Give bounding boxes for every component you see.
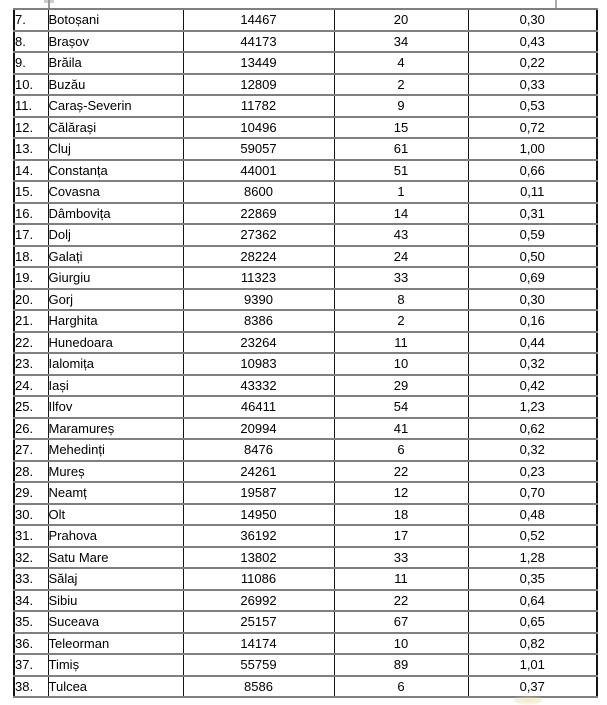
cell-county-name: Cluj (48, 138, 183, 160)
cell-value-3: 0,50 (468, 246, 597, 268)
table-row (14, 375, 597, 397)
cell-county-name: Teleorman (48, 633, 183, 655)
cell-county-name: Ilfov (48, 396, 183, 418)
cell-value-2: 6 (334, 676, 468, 698)
cell-row-number: 37. (14, 654, 48, 676)
cell-county-name: Harghita (48, 310, 183, 332)
table-row (14, 160, 597, 182)
cell-value-1: 27362 (183, 224, 334, 246)
cell-row-number: 29. (14, 482, 48, 504)
cell-value-2: 43 (334, 224, 468, 246)
table-row (14, 353, 597, 375)
cell-county-name: Hunedoara (48, 332, 183, 354)
table-row (14, 224, 597, 246)
cell-value-3: 0,59 (468, 224, 597, 246)
cell-county-name: Suceava (48, 611, 183, 633)
cell-county-name: Sibiu (48, 590, 183, 612)
cell-value-3: 0,42 (468, 375, 597, 397)
cell-row-number: 7. (14, 9, 48, 31)
cell-value-3: 0,23 (468, 461, 597, 483)
table-row (14, 138, 597, 160)
cell-county-name: Sălaj (48, 568, 183, 590)
cell-value-1: 22869 (183, 203, 334, 225)
cell-value-3: 0,43 (468, 31, 597, 53)
cell-county-name: Maramureș (48, 418, 183, 440)
cell-value-3: 1,01 (468, 654, 597, 676)
cell-row-number: 21. (14, 310, 48, 332)
cell-row-number: 8. (14, 31, 48, 53)
cell-row-number: 13. (14, 138, 48, 160)
cell-value-1: 8386 (183, 310, 334, 332)
cell-row-number: 19. (14, 267, 48, 289)
cell-value-2: 9 (334, 95, 468, 117)
table-row (14, 633, 597, 655)
cell-value-2: 1 (334, 181, 468, 203)
cell-county-name: Mureș (48, 461, 183, 483)
table-row (14, 74, 597, 96)
cell-value-3: 0,30 (468, 289, 597, 311)
cell-county-name: Dolj (48, 224, 183, 246)
cell-value-2: 20 (334, 9, 468, 31)
cell-value-1: 26992 (183, 590, 334, 612)
cell-county-name: Satu Mare (48, 547, 183, 569)
cell-value-3: 0,48 (468, 504, 597, 526)
cell-value-1: 19587 (183, 482, 334, 504)
cell-value-3: 0,30 (468, 9, 597, 31)
cell-value-1: 14467 (183, 9, 334, 31)
cell-row-number: 32. (14, 547, 48, 569)
cell-county-name: Constanța (48, 160, 183, 182)
cell-value-2: 15 (334, 117, 468, 139)
table-row (14, 482, 597, 504)
cell-value-1: 12809 (183, 74, 334, 96)
county-table-body (14, 9, 597, 697)
cell-value-2: 29 (334, 375, 468, 397)
cell-value-1: 9390 (183, 289, 334, 311)
cell-county-name: Brăila (48, 52, 183, 74)
cell-county-name: Botoșani (48, 9, 183, 31)
cell-value-1: 43332 (183, 375, 334, 397)
cell-row-number: 22. (14, 332, 48, 354)
cell-value-1: 23264 (183, 332, 334, 354)
table-row (14, 203, 597, 225)
cell-value-3: 0,64 (468, 590, 597, 612)
cell-value-2: 24 (334, 246, 468, 268)
cell-value-2: 41 (334, 418, 468, 440)
cell-row-number: 24. (14, 375, 48, 397)
table-row (14, 267, 597, 289)
cell-value-3: 0,66 (468, 160, 597, 182)
table-row (14, 676, 597, 698)
cell-value-2: 22 (334, 461, 468, 483)
table-row (14, 504, 597, 526)
cell-county-name: Covasna (48, 181, 183, 203)
cell-row-number: 10. (14, 74, 48, 96)
cell-value-3: 0,31 (468, 203, 597, 225)
cell-row-number: 20. (14, 289, 48, 311)
cell-county-name: Dâmbovița (48, 203, 183, 225)
cell-value-2: 18 (334, 504, 468, 526)
cell-value-2: 33 (334, 547, 468, 569)
county-statistics-table (13, 8, 598, 698)
cell-value-2: 6 (334, 439, 468, 461)
cell-value-1: 36192 (183, 525, 334, 547)
table-row (14, 418, 597, 440)
cell-value-1: 55759 (183, 654, 334, 676)
cell-county-name: Giurgiu (48, 267, 183, 289)
cell-value-2: 54 (334, 396, 468, 418)
cell-row-number: 15. (14, 181, 48, 203)
cell-row-number: 34. (14, 590, 48, 612)
table-row (14, 310, 597, 332)
cell-county-name: Călărași (48, 117, 183, 139)
cell-row-number: 12. (14, 117, 48, 139)
cell-value-1: 13449 (183, 52, 334, 74)
cell-value-3: 0,44 (468, 332, 597, 354)
cell-value-3: 1,28 (468, 547, 597, 569)
cell-county-name: Gorj (48, 289, 183, 311)
cell-value-2: 17 (334, 525, 468, 547)
cell-county-name: Prahova (48, 525, 183, 547)
cell-value-2: 67 (334, 611, 468, 633)
cell-value-3: 0,35 (468, 568, 597, 590)
cell-value-3: 0,70 (468, 482, 597, 504)
cell-value-2: 34 (334, 31, 468, 53)
cell-value-1: 10983 (183, 353, 334, 375)
cell-value-2: 4 (334, 52, 468, 74)
cell-value-1: 46411 (183, 396, 334, 418)
cell-county-name: Brașov (48, 31, 183, 53)
cell-row-number: 26. (14, 418, 48, 440)
cell-value-1: 11782 (183, 95, 334, 117)
table-row (14, 9, 597, 31)
table-row (14, 396, 597, 418)
table-row (14, 568, 597, 590)
cell-row-number: 28. (14, 461, 48, 483)
cell-value-3: 1,23 (468, 396, 597, 418)
cell-value-1: 25157 (183, 611, 334, 633)
cell-value-3: 0,37 (468, 676, 597, 698)
cell-value-3: 0,33 (468, 74, 597, 96)
cell-value-2: 22 (334, 590, 468, 612)
cell-value-1: 11086 (183, 568, 334, 590)
cell-value-3: 0,32 (468, 353, 597, 375)
cell-row-number: 18. (14, 246, 48, 268)
cell-value-1: 24261 (183, 461, 334, 483)
cell-row-number: 17. (14, 224, 48, 246)
table-row (14, 31, 597, 53)
cell-row-number: 30. (14, 504, 48, 526)
table-row (14, 654, 597, 676)
table-row (14, 525, 597, 547)
cell-row-number: 25. (14, 396, 48, 418)
cell-row-number: 14. (14, 160, 48, 182)
cell-value-2: 61 (334, 138, 468, 160)
cell-value-1: 11323 (183, 267, 334, 289)
cell-value-3: 0,32 (468, 439, 597, 461)
cell-value-2: 12 (334, 482, 468, 504)
cell-value-1: 8476 (183, 439, 334, 461)
cell-value-2: 89 (334, 654, 468, 676)
cell-value-1: 8586 (183, 676, 334, 698)
cell-county-name: Buzău (48, 74, 183, 96)
cell-row-number: 35. (14, 611, 48, 633)
cell-value-1: 28224 (183, 246, 334, 268)
table-row (14, 95, 597, 117)
cell-value-2: 10 (334, 633, 468, 655)
cell-value-3: 0,52 (468, 525, 597, 547)
cell-value-1: 59057 (183, 138, 334, 160)
cell-row-number: 11. (14, 95, 48, 117)
cell-row-number: 9. (14, 52, 48, 74)
cell-value-3: 0,69 (468, 267, 597, 289)
cell-row-number: 16. (14, 203, 48, 225)
cell-value-1: 8600 (183, 181, 334, 203)
table-row (14, 181, 597, 203)
cell-value-3: 0,72 (468, 117, 597, 139)
table-row (14, 547, 597, 569)
cell-row-number: 38. (14, 676, 48, 698)
table-row (14, 590, 597, 612)
cell-value-3: 0,62 (468, 418, 597, 440)
cell-value-3: 0,82 (468, 633, 597, 655)
cell-value-3: 0,16 (468, 310, 597, 332)
cell-county-name: Olt (48, 504, 183, 526)
cell-value-2: 11 (334, 332, 468, 354)
cell-county-name: Caraș-Severin (48, 95, 183, 117)
cell-value-2: 14 (334, 203, 468, 225)
table-row (14, 117, 597, 139)
cell-value-2: 10 (334, 353, 468, 375)
cell-row-number: 23. (14, 353, 48, 375)
cell-value-1: 44173 (183, 31, 334, 53)
cell-county-name: Neamț (48, 482, 183, 504)
cell-value-2: 8 (334, 289, 468, 311)
cell-value-3: 0,65 (468, 611, 597, 633)
cell-value-2: 2 (334, 310, 468, 332)
cell-value-1: 44001 (183, 160, 334, 182)
cell-county-name: Galați (48, 246, 183, 268)
highlight-smudge (514, 697, 542, 704)
cell-county-name: Mehedinți (48, 439, 183, 461)
table-row (14, 52, 597, 74)
table-row (14, 461, 597, 483)
cell-row-number: 33. (14, 568, 48, 590)
cell-value-1: 13802 (183, 547, 334, 569)
cell-county-name: Timiș (48, 654, 183, 676)
table-row (14, 439, 597, 461)
cell-value-2: 2 (334, 74, 468, 96)
table-row (14, 611, 597, 633)
cell-value-3: 1,00 (468, 138, 597, 160)
cell-value-1: 14174 (183, 633, 334, 655)
cell-row-number: 31. (14, 525, 48, 547)
cell-value-2: 11 (334, 568, 468, 590)
cell-value-2: 33 (334, 267, 468, 289)
cell-value-1: 10496 (183, 117, 334, 139)
table-row (14, 332, 597, 354)
cell-value-1: 14950 (183, 504, 334, 526)
cell-value-3: 0,22 (468, 52, 597, 74)
cell-value-2: 51 (334, 160, 468, 182)
cell-county-name: Tulcea (48, 676, 183, 698)
cell-row-number: 36. (14, 633, 48, 655)
cell-county-name: Iași (48, 375, 183, 397)
cell-value-3: 0,11 (468, 181, 597, 203)
table-row (14, 246, 597, 268)
cell-county-name: Ialomița (48, 353, 183, 375)
cell-value-3: 0,53 (468, 95, 597, 117)
table-row (14, 289, 597, 311)
cell-row-number: 27. (14, 439, 48, 461)
cell-value-1: 20994 (183, 418, 334, 440)
